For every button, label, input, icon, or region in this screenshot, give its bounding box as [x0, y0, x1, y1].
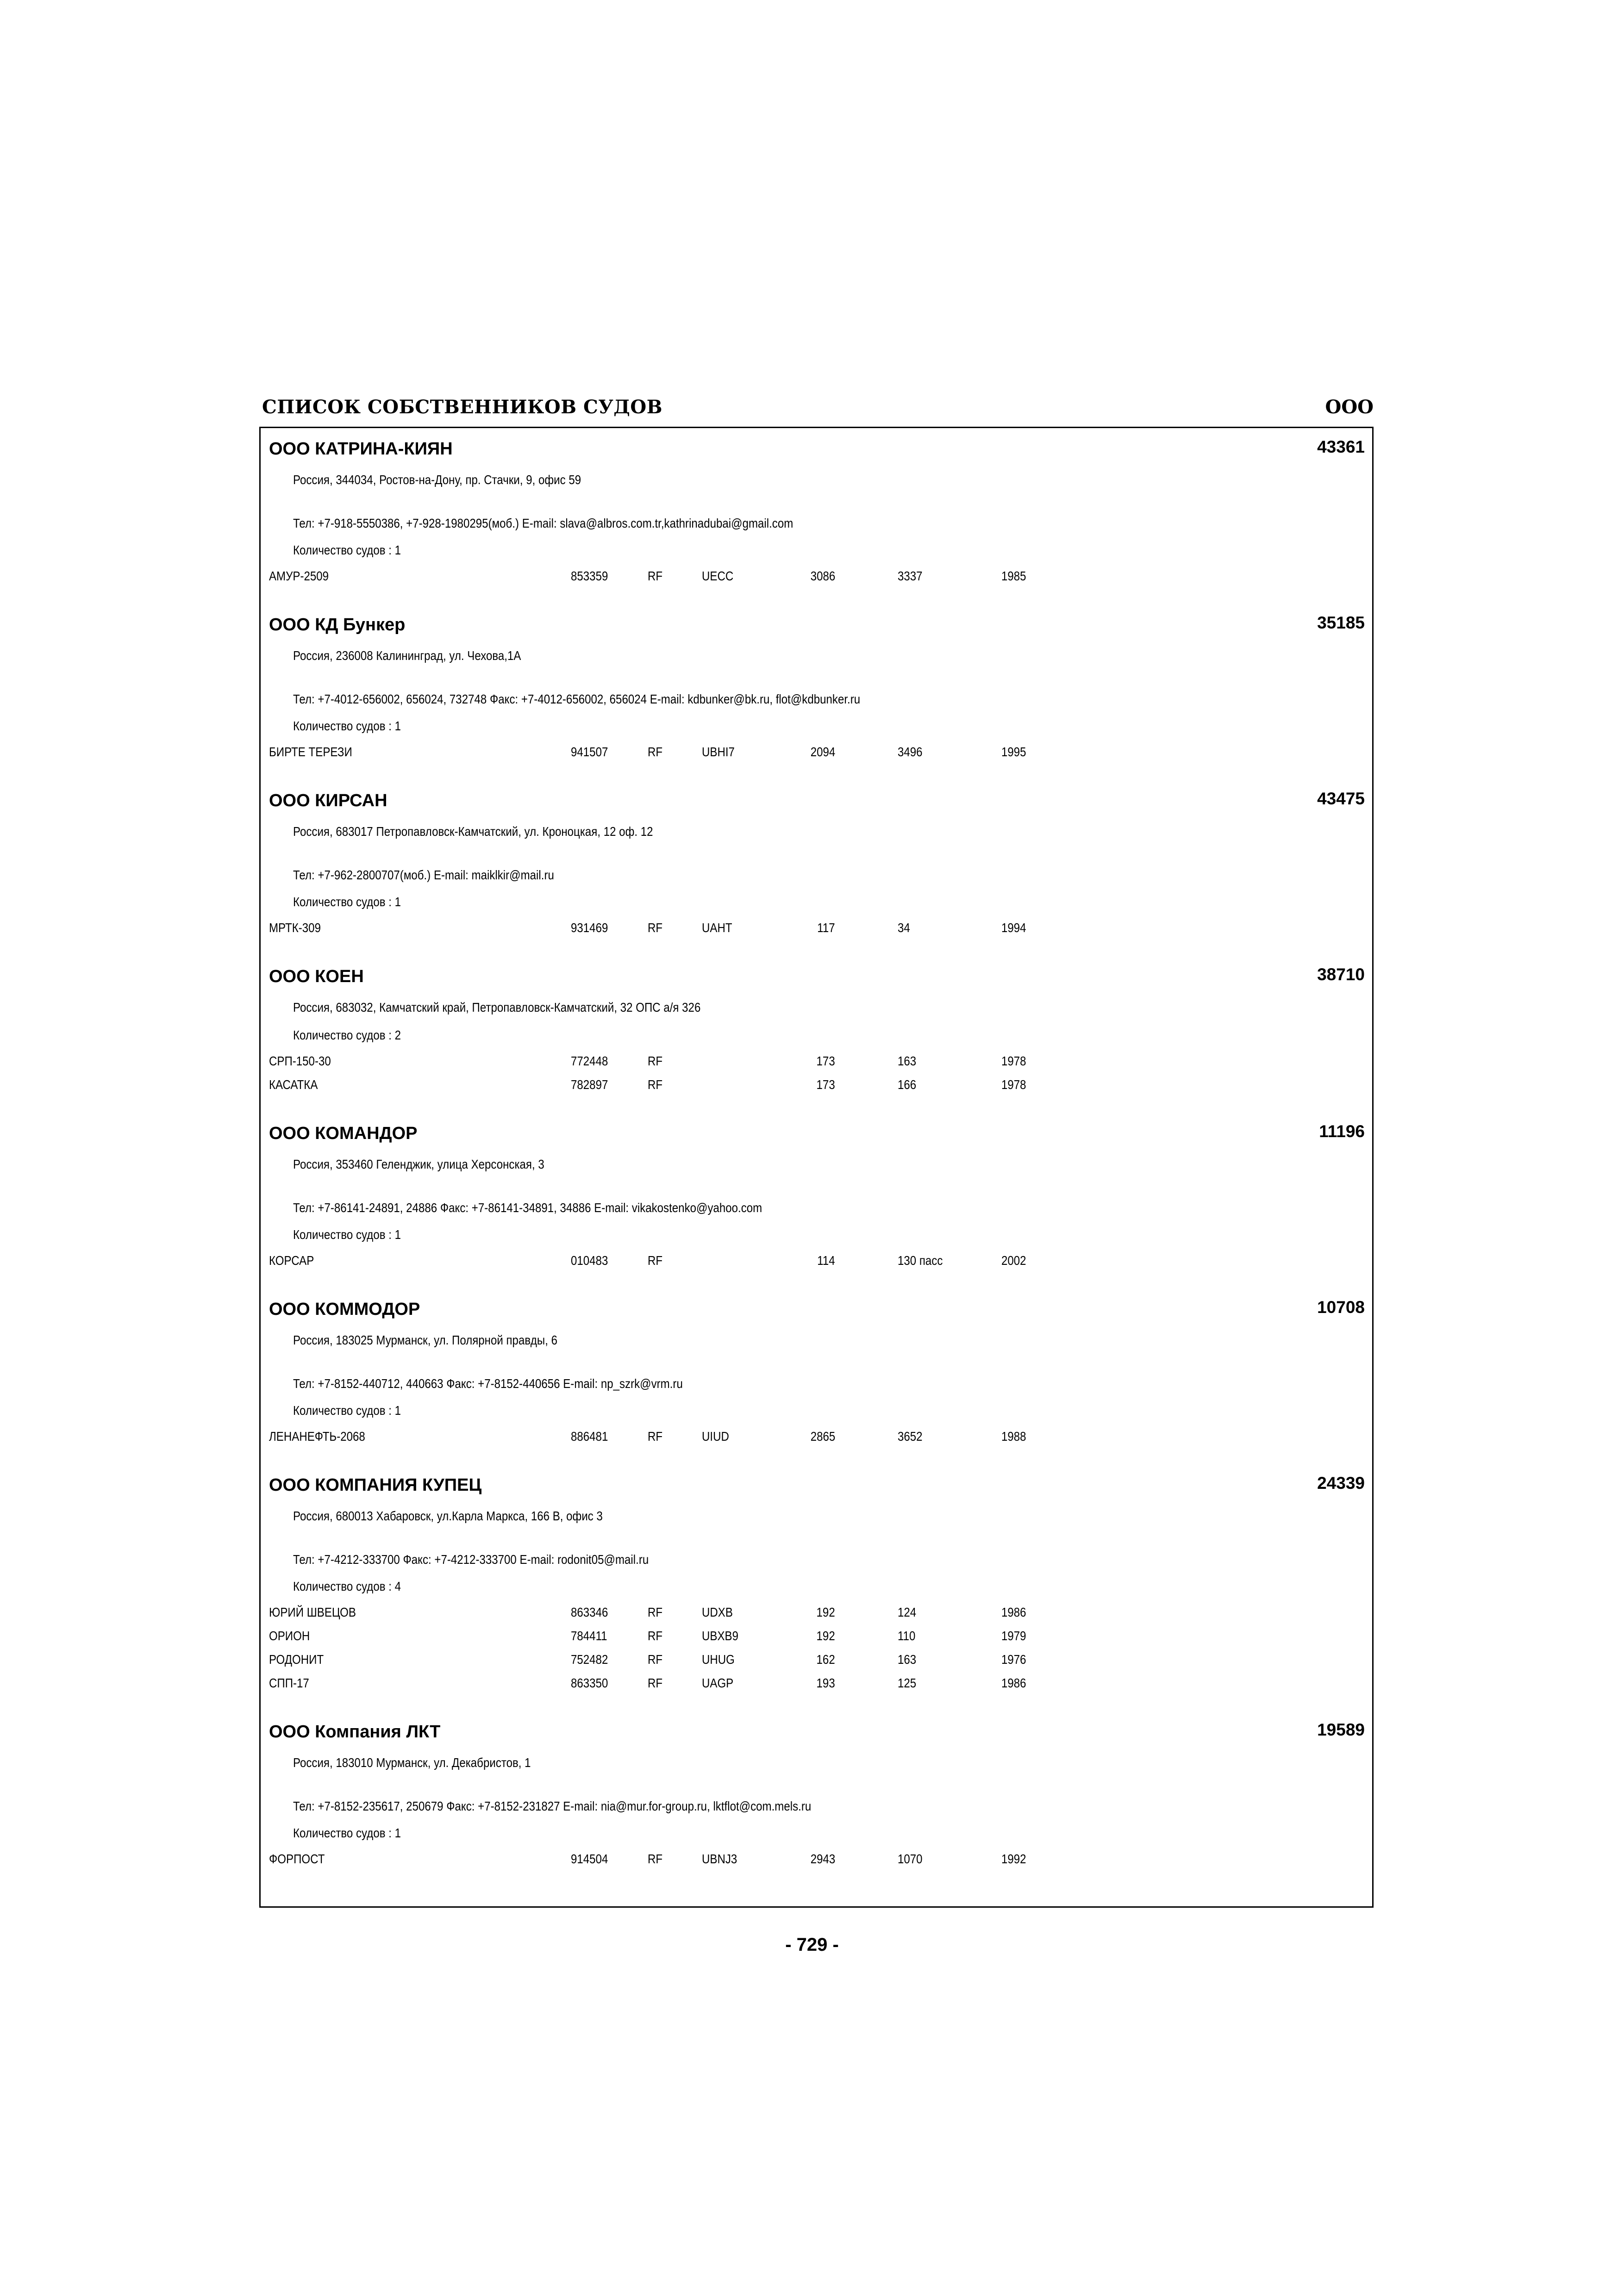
company-address: Россия, 183010 Мурманск, ул. Декабристов, 1	[293, 1755, 531, 1770]
ship-row	[261, 1676, 1372, 1699]
ship-number: 784411	[571, 1629, 607, 1643]
ship-deadweight: 163	[898, 1054, 917, 1068]
ship-name: СПП-17	[269, 1676, 309, 1690]
company-address: Россия, 680013 Хабаровск, ул.Карла Маркса, 166 В, офис 3	[293, 1509, 603, 1523]
ship-deadweight: 125	[898, 1676, 917, 1690]
ship-deadweight: 3337	[898, 569, 923, 583]
company-address: Россия, 683032, Камчатский край, Петропавловск-Камчатский, 32 ОПС а/я 326	[293, 1000, 701, 1014]
ship-flag: RF	[648, 1676, 663, 1690]
company-id: 24339	[1317, 1474, 1365, 1493]
ship-flag: RF	[648, 569, 663, 583]
ship-number: 010483	[571, 1253, 608, 1268]
ship-callsign: UBNJ3	[702, 1852, 737, 1866]
company-id: 43475	[1317, 789, 1365, 808]
ship-gross-tonnage: 173	[816, 1077, 835, 1092]
ship-name: АМУР-2509	[269, 569, 329, 583]
page-number: - 729 -	[785, 1935, 839, 1955]
ship-name: КАСАТКА	[269, 1077, 318, 1092]
ship-row	[261, 745, 1372, 768]
ship-count: Количество судов : 1	[293, 1826, 401, 1840]
ship-name: ОРИОН	[269, 1629, 310, 1643]
ship-count: Количество судов : 2	[293, 1028, 401, 1042]
ship-deadweight: 124	[898, 1605, 917, 1619]
company-contacts: Тел: +7-4212-333700 Факс: +7-4212-333700 E-mail: rodonit05@mail.ru	[293, 1552, 649, 1567]
ship-count: Количество судов : 1	[293, 1227, 401, 1242]
ship-gross-tonnage: 192	[816, 1605, 835, 1619]
ship-flag: RF	[648, 1629, 663, 1643]
company-address: Россия, 183025 Мурманск, ул. Полярной правды, 6	[293, 1333, 557, 1347]
company-address: Россия, 353460 Геленджик, улица Херсонская, 3	[293, 1157, 544, 1171]
ship-count: Количество судов : 1	[293, 543, 401, 557]
ship-count: Количество судов : 1	[293, 1403, 401, 1418]
ship-count: Количество судов : 4	[293, 1579, 401, 1593]
ship-year: 1986	[1001, 1676, 1026, 1690]
company-contacts: Тел: +7-918-5550386, +7-928-1980295(моб.) E-mail: slava@albros.com.tr,kathrinadubai@gmail.com	[293, 516, 793, 530]
ship-name: КОРСАР	[269, 1253, 314, 1268]
ship-number: 886481	[571, 1429, 608, 1444]
ship-year: 1978	[1001, 1054, 1026, 1068]
ship-year: 1976	[1001, 1652, 1026, 1667]
company-name: ООО КОММОДОР	[269, 1300, 420, 1319]
ship-deadweight: 130 пасс	[898, 1253, 943, 1268]
ship-flag: RF	[648, 1652, 663, 1667]
ship-gross-tonnage: 2865	[810, 1429, 835, 1444]
ship-flag: RF	[648, 745, 663, 759]
company-name: ООО КОЕН	[269, 967, 364, 986]
company-name: ООО КОМПАНИЯ КУПЕЦ	[269, 1475, 482, 1495]
ship-row	[261, 1605, 1372, 1628]
ship-row	[261, 1054, 1372, 1077]
ship-callsign: UBXB9	[702, 1629, 738, 1643]
ship-count: Количество судов : 1	[293, 719, 401, 733]
ship-flag: RF	[648, 1852, 663, 1866]
company-id: 35185	[1317, 613, 1365, 632]
ship-flag: RF	[648, 921, 663, 935]
ship-callsign: UHUG	[702, 1652, 735, 1667]
ship-name: ФОРПОСТ	[269, 1852, 325, 1866]
company-name: ООО Компания ЛКТ	[269, 1722, 441, 1742]
ship-gross-tonnage: 114	[817, 1253, 835, 1268]
ship-row	[261, 1652, 1372, 1675]
ship-deadweight: 3496	[898, 745, 923, 759]
ship-year: 1992	[1001, 1852, 1026, 1866]
company-name: ООО КД Бункер	[269, 615, 406, 635]
ship-deadweight: 34	[898, 921, 910, 935]
ship-name: РОДОНИТ	[269, 1652, 324, 1667]
company-contacts: Тел: +7-4012-656002, 656024, 732748 Факс: +7-4012-656002, 656024 E-mail: kdbunker@bk.ru, flot@kdbunker.ru	[293, 692, 861, 706]
ship-deadweight: 163	[898, 1652, 917, 1667]
ship-number: 914504	[571, 1852, 608, 1866]
ship-deadweight: 1070	[898, 1852, 923, 1866]
ship-year: 1985	[1001, 569, 1026, 583]
company-id: 10708	[1317, 1298, 1365, 1317]
ship-row	[261, 1253, 1372, 1276]
ship-number: 772448	[571, 1054, 608, 1068]
company-address: Россия, 344034, Ростов-на-Дону, пр. Стачки, 9, офис 59	[293, 473, 581, 487]
ship-flag: RF	[648, 1054, 663, 1068]
ship-year: 1994	[1001, 921, 1026, 935]
ship-year: 1995	[1001, 745, 1026, 759]
page-title: СПИСОК СОБСТВЕННИКОВ СУДОВ	[262, 396, 663, 418]
ship-year: 1978	[1001, 1077, 1026, 1092]
ship-year: 1988	[1001, 1429, 1026, 1444]
company-id: 19589	[1317, 1720, 1365, 1739]
section-label: ООО	[1325, 396, 1374, 418]
page-header	[259, 394, 1374, 422]
ship-name: ЛЕНАНЕФТЬ-2068	[269, 1429, 365, 1444]
ship-row	[261, 569, 1372, 592]
company-id: 38710	[1317, 965, 1365, 984]
ship-callsign: UECC	[702, 569, 734, 583]
ship-number: 863346	[571, 1605, 608, 1619]
ship-callsign: UDXB	[702, 1605, 733, 1619]
ship-gross-tonnage: 192	[816, 1629, 835, 1643]
company-id: 43361	[1317, 437, 1365, 456]
company-name: ООО КОМАНДОР	[269, 1124, 418, 1143]
company-address: Россия, 236008 Калининград, ул. Чехова,1А	[293, 648, 521, 663]
ship-row	[261, 1077, 1372, 1101]
ship-gross-tonnage: 2943	[810, 1852, 835, 1866]
ship-number: 941507	[571, 745, 608, 759]
company-contacts: Тел: +7-86141-24891, 24886 Факс: +7-86141-34891, 34886 E-mail: vikakostenko@yahoo.com	[293, 1201, 762, 1215]
ship-row	[261, 921, 1372, 944]
ship-gross-tonnage: 193	[816, 1676, 835, 1690]
ship-row	[261, 1629, 1372, 1652]
ship-gross-tonnage: 3086	[810, 569, 835, 583]
company-contacts: Тел: +7-8152-440712, 440663 Факс: +7-8152-440656 E-mail: np_szrk@vrm.ru	[293, 1376, 683, 1391]
ship-callsign: UAGP	[702, 1676, 734, 1690]
ship-year: 2002	[1001, 1253, 1026, 1268]
ship-gross-tonnage: 162	[816, 1652, 835, 1667]
ship-number: 782897	[571, 1077, 608, 1092]
ship-year: 1979	[1001, 1629, 1026, 1643]
ship-name: МРТК-309	[269, 921, 321, 935]
ship-count: Количество судов : 1	[293, 895, 401, 909]
ship-callsign: UBHI7	[702, 745, 735, 759]
company-id: 11196	[1319, 1122, 1365, 1141]
company-name: ООО КАТРИНА-КИЯН	[269, 439, 453, 459]
ship-number: 863350	[571, 1676, 608, 1690]
ship-callsign: UAHT	[702, 921, 732, 935]
company-contacts: Тел: +7-8152-235617, 250679 Факс: +7-8152-231827 E-mail: nia@mur.for-group.ru, lktflot@com.mels.ru	[293, 1799, 812, 1813]
ship-number: 752482	[571, 1652, 608, 1667]
ship-flag: RF	[648, 1077, 663, 1092]
ship-gross-tonnage: 117	[817, 921, 835, 935]
company-name: ООО КИРСАН	[269, 791, 387, 810]
ship-deadweight: 110	[898, 1629, 916, 1643]
content-frame	[259, 427, 1374, 1908]
ship-callsign: UIUD	[702, 1429, 729, 1444]
ship-name: ЮРИЙ ШВЕЦОВ	[269, 1605, 356, 1619]
ship-number: 853359	[571, 569, 608, 583]
ship-name: СРП-150-30	[269, 1054, 331, 1068]
ship-deadweight: 3652	[898, 1429, 923, 1444]
ship-year: 1986	[1001, 1605, 1026, 1619]
ship-row	[261, 1429, 1372, 1452]
ship-gross-tonnage: 2094	[810, 745, 835, 759]
ship-deadweight: 166	[898, 1077, 917, 1092]
ship-flag: RF	[648, 1253, 663, 1268]
ship-name: БИРТЕ ТЕРЕЗИ	[269, 745, 352, 759]
ship-number: 931469	[571, 921, 608, 935]
ship-flag: RF	[648, 1605, 663, 1619]
ship-flag: RF	[648, 1429, 663, 1444]
company-address: Россия, 683017 Петропавловск-Камчатский, ул. Кроноцкая, 12 оф. 12	[293, 824, 653, 839]
ship-gross-tonnage: 173	[816, 1054, 835, 1068]
ship-row	[261, 1852, 1372, 1875]
company-contacts: Тел: +7-962-2800707(моб.) E-mail: maiklkir@mail.ru	[293, 868, 554, 882]
